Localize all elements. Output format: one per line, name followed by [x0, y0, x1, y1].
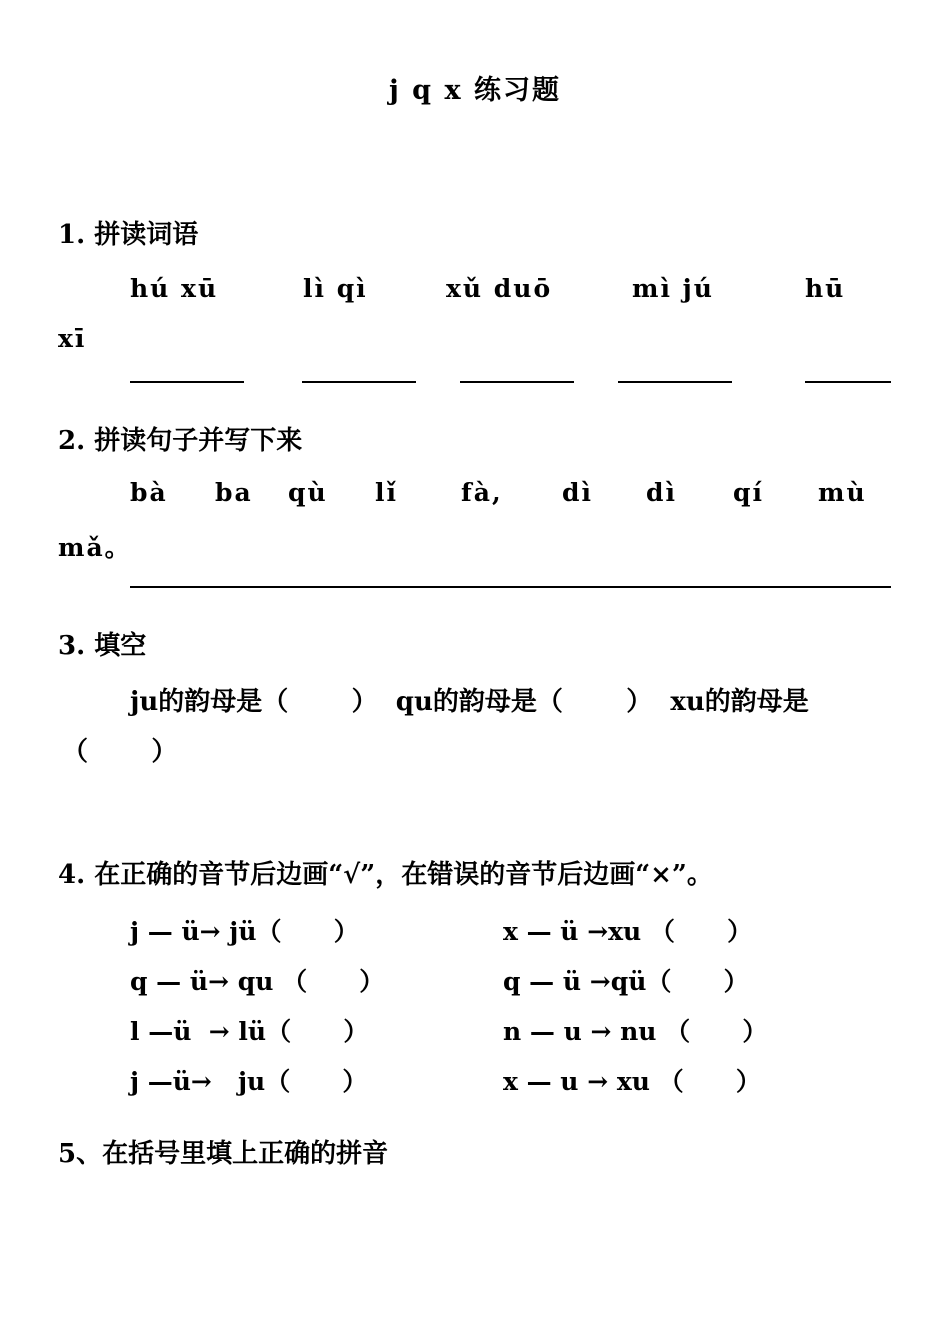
- q5-heading: 5、在括号里填上正确的拼音: [58, 1139, 389, 1169]
- q3-heading: 3. 填空: [58, 631, 147, 661]
- q3-fill-line-2: （ ）: [62, 737, 178, 767]
- q2-token: fà,: [461, 478, 503, 507]
- q2-token: mù: [818, 478, 867, 507]
- q1-word-3: xǔ duō: [446, 274, 553, 303]
- q2-answer-line[interactable]: [130, 586, 891, 588]
- q4-item-left-2: q — ü→ qu （ ）: [130, 967, 385, 996]
- q1-word-2: lì qì: [303, 274, 368, 303]
- q1-heading: 1. 拼读词语: [58, 220, 199, 250]
- q2-token: ba: [215, 478, 253, 507]
- q1-word-5: hū: [805, 274, 846, 303]
- q4-item-right-1: x — ü →xu （ ）: [503, 917, 753, 946]
- q4-item-right-2: q — ü →qü（ ）: [503, 967, 749, 996]
- q2-token: dì: [646, 478, 677, 507]
- q4-item-right-4: x — u → xu （ ）: [503, 1067, 761, 1096]
- q1-word-1: hú xū: [130, 274, 219, 303]
- q4-item-right-3: n — u → nu （ ）: [503, 1017, 768, 1046]
- q2-token: qí: [733, 478, 764, 507]
- q1-answer-line-5[interactable]: [805, 381, 891, 383]
- q1-answer-line-1[interactable]: [130, 381, 244, 383]
- q2-heading: 2. 拼读句子并写下来: [58, 426, 303, 456]
- q2-token-wrap: mǎ。: [58, 533, 132, 562]
- q2-token: qù: [288, 478, 328, 507]
- q2-token: lǐ: [375, 478, 398, 507]
- q4-item-left-1: j — ü→ jü（ ）: [130, 917, 359, 946]
- q4-heading: 4. 在正确的音节后边画“√”，在错误的音节后边画“×”。: [58, 860, 713, 890]
- q2-token: bà: [130, 478, 168, 507]
- q2-token: dì: [562, 478, 593, 507]
- q1-word-4: mì jú: [632, 274, 714, 303]
- q1-word-wrap: xī: [58, 324, 87, 353]
- q1-answer-line-4[interactable]: [618, 381, 732, 383]
- q1-answer-line-3[interactable]: [460, 381, 574, 383]
- page-title: j q x 练习题: [389, 75, 561, 106]
- q4-item-left-3: l —ü → lü（ ）: [130, 1017, 369, 1046]
- q3-fill-line-1: ju的韵母是（ ） qu的韵母是（ ） xu的韵母是: [130, 687, 809, 717]
- q1-answer-line-2[interactable]: [302, 381, 416, 383]
- q4-item-left-4: j —ü→ ju（ ）: [130, 1067, 368, 1096]
